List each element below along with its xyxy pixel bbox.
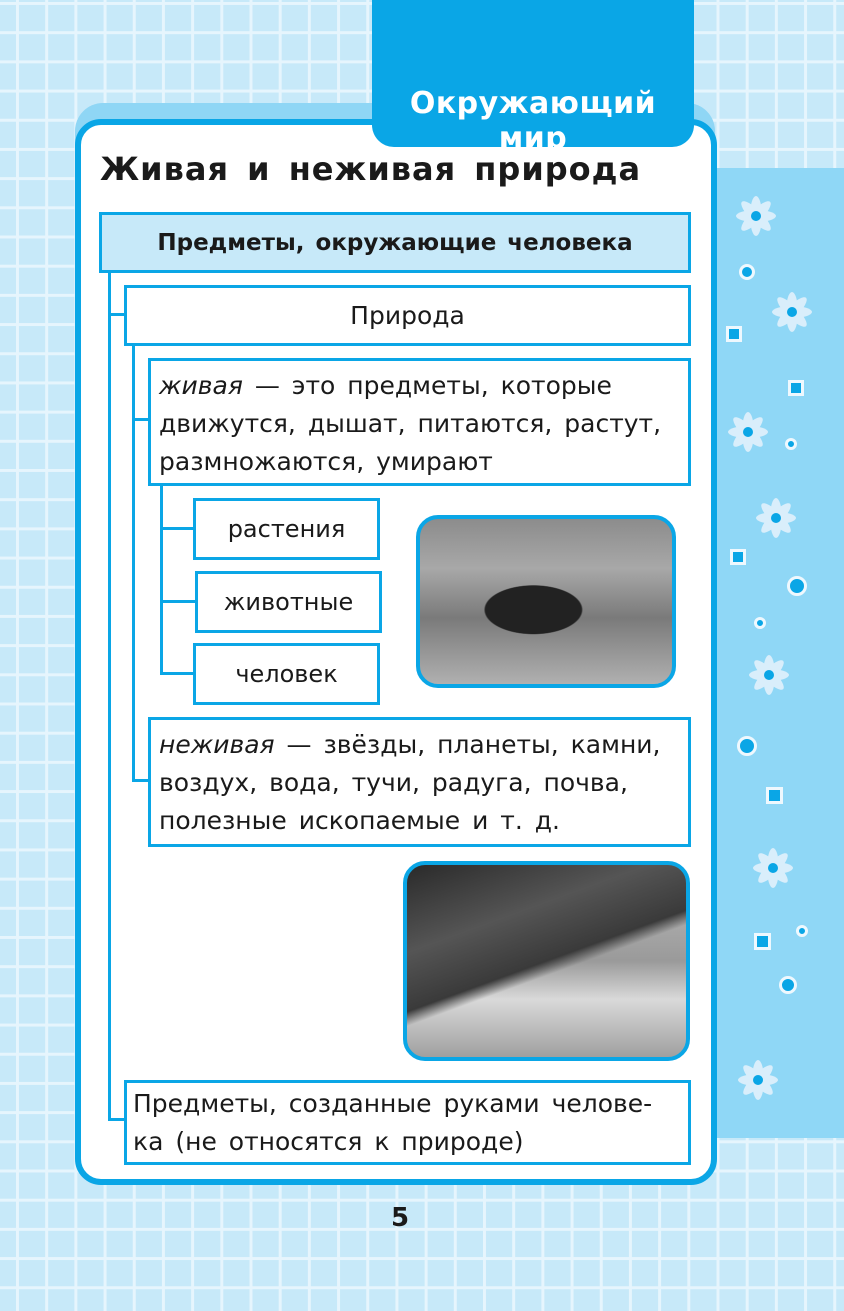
flower-icon <box>754 496 798 540</box>
flower-icon <box>736 1058 780 1102</box>
living-term: живая <box>159 371 243 400</box>
page-title: Живая и неживая природа <box>100 150 642 188</box>
item-label: животные <box>223 588 354 616</box>
item-human <box>193 643 380 705</box>
man-made-box <box>124 1080 691 1165</box>
nature-box <box>124 285 691 346</box>
dot-icon <box>796 925 808 937</box>
item-plants <box>193 498 380 560</box>
dot-icon <box>787 576 807 596</box>
square-icon <box>766 787 783 804</box>
connector-line <box>108 272 111 1120</box>
decorative-side-panel <box>712 168 844 1138</box>
dog-photo <box>416 515 676 688</box>
item-label: растения <box>227 515 346 543</box>
item-label: человек <box>235 660 338 688</box>
dot-icon <box>754 617 766 629</box>
subject-tab-label: Окружающий мир <box>409 86 657 156</box>
dot-icon <box>737 736 757 756</box>
flower-icon <box>751 846 795 890</box>
nonliving-term: неживая <box>159 730 275 759</box>
nature-label: Природа <box>350 301 465 330</box>
living-definition: — это предметы, которые движутся, дышат, питаются, растут, размножаются, умирают <box>159 371 662 476</box>
square-icon <box>730 549 746 565</box>
root-box <box>99 212 691 273</box>
item-animals <box>195 571 382 633</box>
square-icon <box>788 380 804 396</box>
living-nature-box <box>148 358 691 486</box>
connector-line <box>160 672 195 675</box>
connector-line <box>160 527 195 530</box>
connector-line <box>160 600 195 603</box>
connector-line <box>160 485 163 674</box>
connector-line <box>132 345 135 782</box>
flower-icon <box>726 410 770 454</box>
dot-icon <box>779 976 797 994</box>
dot-icon <box>739 264 755 280</box>
nonliving-definition: — звёзды, планеты, камни, воздух, вода, тучи, радуга, почва, полезные ископаемые и т. д. <box>159 730 661 835</box>
square-icon <box>726 326 742 342</box>
flower-icon <box>734 194 778 238</box>
root-label: Предметы, окружающие человека <box>157 229 633 256</box>
nonliving-nature-box <box>148 717 691 847</box>
rock-arch-photo <box>403 861 690 1061</box>
man-made-label: Предметы, созданные руками челове-ка (не относятся к природе) <box>133 1089 653 1156</box>
square-icon <box>754 933 771 950</box>
flower-icon <box>747 653 791 697</box>
flower-icon <box>770 290 814 334</box>
dot-icon <box>785 438 797 450</box>
page-number: 5 <box>390 1203 410 1233</box>
